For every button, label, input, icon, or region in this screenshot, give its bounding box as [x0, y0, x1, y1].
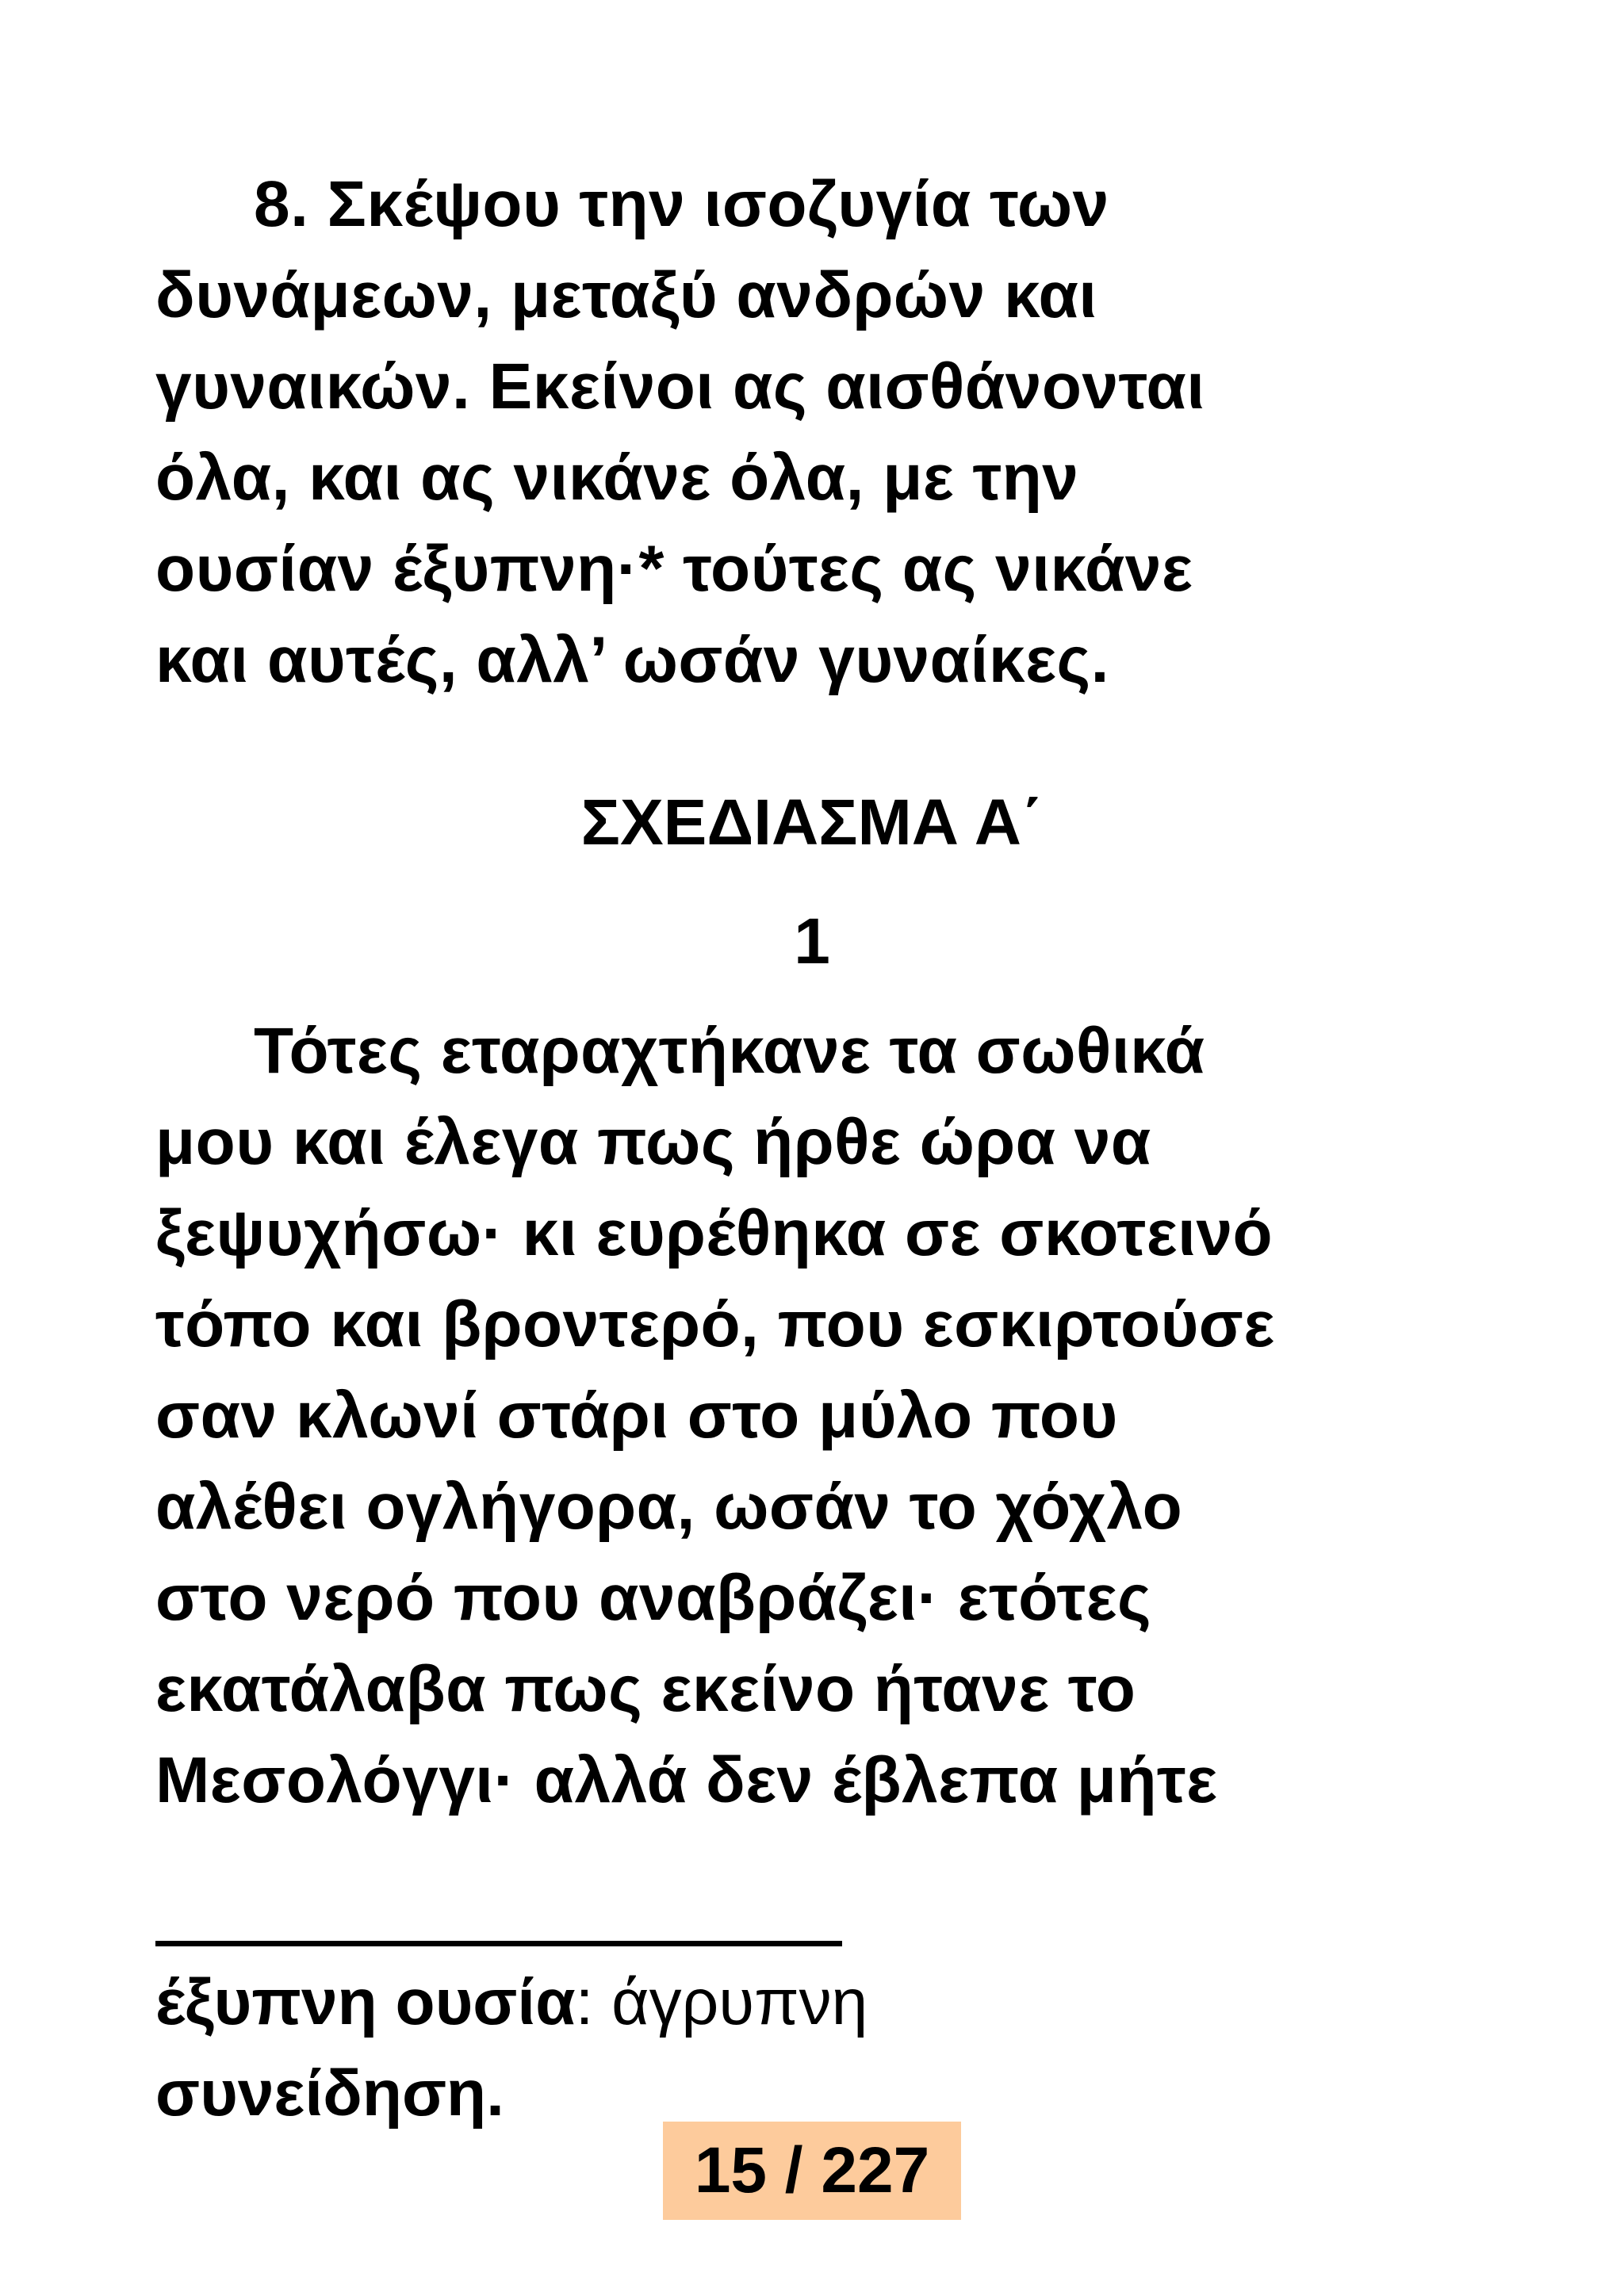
paragraph-line: Τότες εταραχτήκανε τα σωθικά — [254, 1015, 1205, 1087]
page-number-badge: 15 / 227 — [663, 2122, 961, 2220]
paragraph-line: δυνάμεων, μεταξύ ανδρών και — [155, 259, 1097, 331]
footnote-term: έξυπνη ουσία — [155, 1966, 576, 2038]
paragraph-line: τόπο και βροντερό, που εσκιρτούσε — [155, 1288, 1275, 1360]
paragraph-line: στο νερό που αναβράζει· ετότες — [155, 1562, 1152, 1634]
footnote-continuation: συνείδηση. — [155, 2057, 504, 2130]
paragraph-line: γυναικών. Εκείνοι ας αισθάνονται — [155, 350, 1205, 423]
paragraph-line: και αυτές, αλλ’ ωσάν γυναίκες. — [155, 624, 1109, 696]
paragraph-line: ξεψυχήσω· κι ευρέθηκα σε σκοτεινό — [155, 1197, 1274, 1269]
section-number: 1 — [794, 905, 830, 978]
footnote-divider — [155, 1941, 842, 1946]
footnote — [155, 1957, 1503, 2139]
paragraph-line: εκατάλαβα πως εκείνο ήτανε το — [155, 1653, 1136, 1725]
paragraph-line: 8. Σκέψου την ισοζυγία των — [254, 168, 1109, 240]
paragraph-line: Μεσολόγγι· αλλά δεν έβλεπα μήτε — [155, 1744, 1218, 1816]
paragraph-1 — [155, 159, 1503, 706]
footnote-definition: : άγρυπνη — [575, 1966, 868, 2038]
paragraph-line: ουσίαν έξυπνη·* τούτες ας νικάνε — [155, 533, 1193, 605]
section-heading: ΣΧΕΔΙΑΣΜΑ Α΄ — [580, 786, 1044, 859]
paragraph-2 — [155, 1005, 1503, 1826]
paragraph-line: όλα, και ας νικάνε όλα, με την — [155, 442, 1079, 514]
paragraph-line: σαν κλωνί στάρι στο μύλο που — [155, 1380, 1118, 1452]
paragraph-line: μου και έλεγα πως ήρθε ώρα να — [155, 1106, 1151, 1178]
paragraph-line: αλέθει ογλήγορα, ωσάν το χόχλο — [155, 1471, 1183, 1543]
